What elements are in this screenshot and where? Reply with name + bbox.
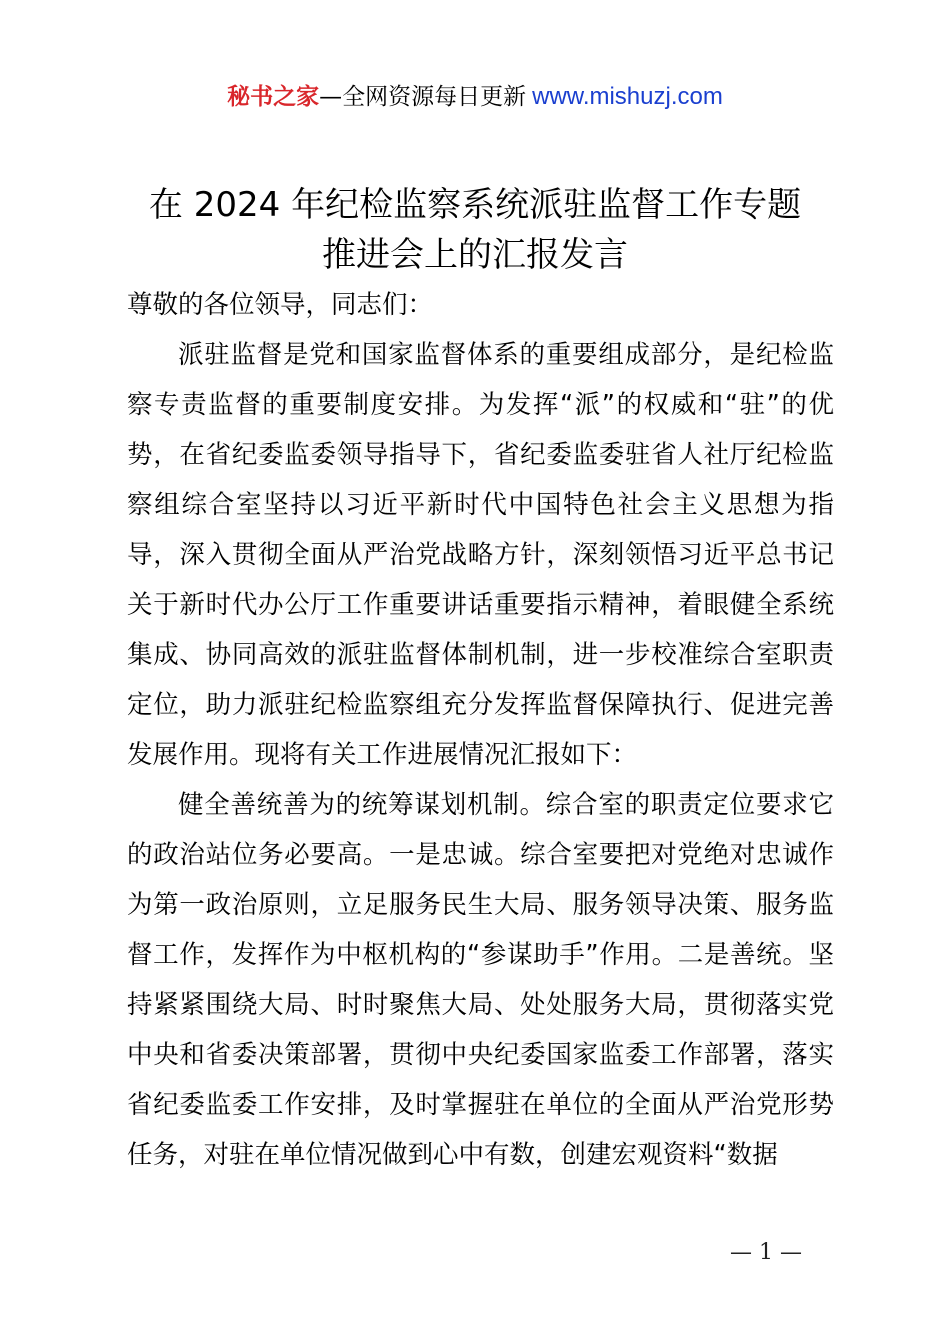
paragraph-coordination-mechanism: 健全善统善为的统筹谋划机制。综合室的职责定位要求它的政治站位务必要高。一是忠诚。综合室要把对党绝对忠诚作为第一政治原则，立足服务民生大局、服务领导决策、服务监督工作，发挥作为中枢机构的“参谋助手”作用。二是善统。坚持紧紧围绕大局、时时聚焦大局、处处服务大局，贯彻落实党中央和省委决策部署，贯彻中央纪委国家监委工作部署，落实省纪委监委工作安排，及时掌握驻在单位的全面从严治党形势任务，对驻在单位情况做到心中有数，创建宏观资料“数据 xyxy=(127,790,834,1170)
site-brand: 秘书之家 xyxy=(227,84,320,110)
document-body xyxy=(127,280,834,1180)
document-title-line-1: 在 2024 年纪检监察系统派驻监督工作专题 xyxy=(148,185,802,225)
paragraph-intro: 派驻监督是党和国家监督体系的重要组成部分，是纪检监察专责监督的重要制度安排。为发挥“派”的权威和“驻”的优势，在省纪委监委领导指导下，省纪委监委驻省人社厅纪检监察组综合室坚持以习近平新时代中国特色社会主义思想为指导，深入贯彻全面从严治党战略方针，深刻领悟习近平总书记关于新时代办公厅工作重要讲话重要指示精神，着眼健全系统集成、协同高效的派驻监督体制机制，进一步校准综合室职责定位，助力派驻纪检监察组充分发挥监督保障执行、促进完善发展作用。现将有关工作进展情况汇报如下： xyxy=(127,340,834,770)
document-title xyxy=(100,180,850,280)
site-slogan: —全网资源每日更新 xyxy=(319,84,527,110)
page-number: — 1 — xyxy=(730,1240,802,1265)
site-header xyxy=(0,80,950,114)
site-url-link[interactable]: www.mishuzj.com xyxy=(532,83,723,110)
salutation: 尊敬的各位领导，同志们： xyxy=(127,290,434,320)
document-title-line-2: 推进会上的汇报发言 xyxy=(322,235,628,275)
